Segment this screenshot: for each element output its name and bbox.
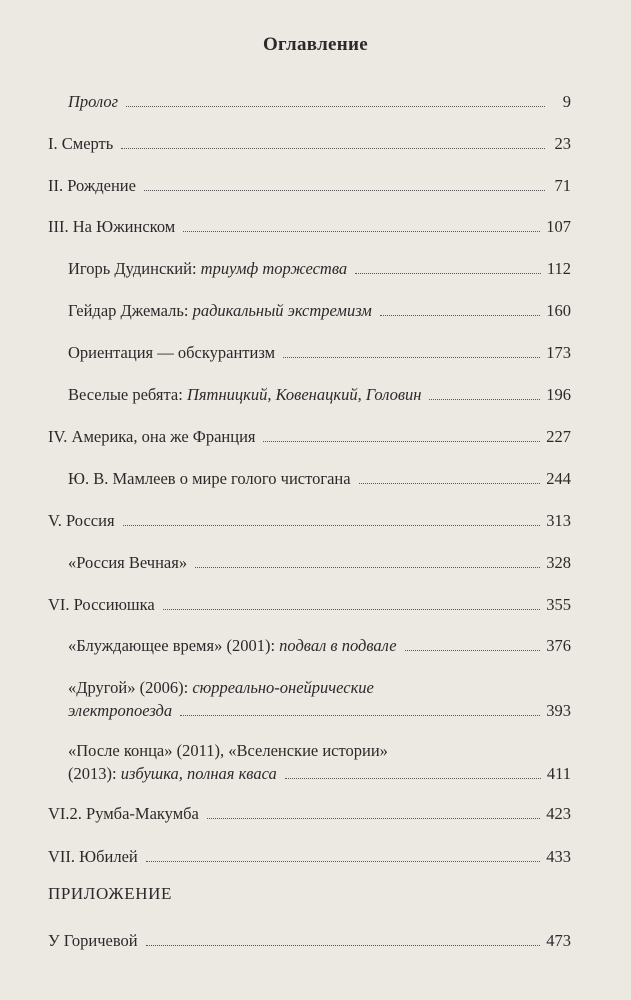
entry-italic: избушка, полная кваса <box>120 764 277 783</box>
page-number: 23 <box>554 134 571 153</box>
dot-leader <box>263 441 540 442</box>
toc-entry-mamleev <box>68 467 571 490</box>
page-number: 393 <box>546 701 571 720</box>
dot-leader <box>144 190 545 191</box>
entry-text: I. Смерть <box>48 134 114 153</box>
dot-leader <box>380 315 540 316</box>
dot-leader <box>183 231 540 232</box>
entry-text: «Блуждающее время» (2001): <box>68 636 280 655</box>
entry-text: VII. Юбилей <box>48 847 138 866</box>
entry-italic: радикальный экстремизм <box>192 301 372 320</box>
entry-text: Ориентация — обскурантизм <box>68 343 276 362</box>
page-number: 423 <box>546 804 571 823</box>
dot-leader <box>121 148 545 149</box>
page-number: 411 <box>546 764 571 783</box>
entry-text: Ю. В. Мамлеев о мире голого чистогана <box>68 469 351 488</box>
entry-text: IV. Америка, она же Франция <box>48 427 256 446</box>
toc-entry-merry-fellows <box>68 383 571 406</box>
toc-entry-russia <box>48 509 571 532</box>
page-number: 173 <box>546 343 571 362</box>
dot-leader <box>285 778 541 779</box>
entry-text: V. Россия <box>48 511 115 530</box>
dot-leader <box>283 357 540 358</box>
toc-entry-wandering-time <box>68 634 571 657</box>
page-number: 355 <box>546 595 571 614</box>
dot-leader <box>405 650 541 651</box>
toc-entry-america <box>48 425 571 448</box>
toc-entry-yuzhinsky <box>48 215 571 238</box>
appendix-heading: ПРИЛОЖЕНИЕ <box>48 884 172 903</box>
toc-entry-gorichevoy <box>48 929 571 952</box>
page-number: 376 <box>546 636 571 655</box>
dot-leader <box>355 273 541 274</box>
page-number: 9 <box>562 92 571 111</box>
dot-leader <box>195 567 540 568</box>
dot-leader <box>163 609 541 610</box>
toc-entry-rossiyushka <box>48 593 571 616</box>
page-number: 473 <box>546 931 571 950</box>
dot-leader <box>146 861 541 862</box>
entry-italic: подвал в подвале <box>279 636 397 655</box>
page-number: 328 <box>546 553 571 572</box>
entry-italic: Пролог <box>68 92 119 111</box>
toc-entry-other <box>68 676 571 722</box>
entry-text: «Другой» (2006): <box>68 678 193 697</box>
toc-entry-orientation <box>68 341 571 364</box>
toc-entry-birth <box>48 174 571 197</box>
page-number: 112 <box>546 259 571 278</box>
entry-text: (2013): <box>68 764 121 783</box>
entry-italic: сюрреально-онейрические <box>192 678 374 697</box>
entry-text: «Россия Вечная» <box>68 553 188 572</box>
entry-text: VI. Россиюшка <box>48 595 155 614</box>
page-number: 107 <box>546 217 571 236</box>
dot-leader <box>180 715 540 716</box>
toc-entry-dzhemal <box>68 299 571 322</box>
page-number: 160 <box>546 301 571 320</box>
page-number: 227 <box>546 427 571 446</box>
page-number: 71 <box>554 176 571 195</box>
entry-italic: Пятницкий, Ковенацкий, Головин <box>186 385 422 404</box>
dot-leader <box>207 818 540 819</box>
toc-entry-rumba <box>48 802 571 825</box>
toc-entry-jubilee <box>48 845 571 868</box>
entry-text: Веселые ребята: <box>68 385 187 404</box>
entry-text: Игорь Дудинский: <box>68 259 201 278</box>
entry-text: У Горичевой <box>48 931 138 950</box>
toc-entry-prologue <box>68 90 571 113</box>
page-title: Оглавление <box>262 34 369 55</box>
dot-leader <box>359 483 541 484</box>
toc-entry-death <box>48 132 571 155</box>
entry-text: «После конца» (2011), «Вселенские истории» <box>68 741 388 760</box>
entry-italic: электропоезда <box>68 701 173 720</box>
page-number: 196 <box>546 385 571 404</box>
dot-leader <box>123 525 541 526</box>
entry-italic: триумф торжества <box>200 259 348 278</box>
page-number: 244 <box>546 469 571 488</box>
dot-leader <box>126 106 545 107</box>
page-number: 433 <box>546 847 571 866</box>
page-number: 313 <box>546 511 571 530</box>
dot-leader <box>429 399 540 400</box>
toc-entry-after-end <box>68 739 571 785</box>
entry-text: II. Рождение <box>48 176 136 195</box>
toc-entry-eternal-russia <box>68 551 571 574</box>
dot-leader <box>146 945 541 946</box>
entry-text: Гейдар Джемаль: <box>68 301 193 320</box>
toc-entry-dudinsky <box>68 257 571 280</box>
entry-text: VI.2. Румба-Макумба <box>48 804 199 823</box>
entry-text: III. На Южинском <box>48 217 176 236</box>
